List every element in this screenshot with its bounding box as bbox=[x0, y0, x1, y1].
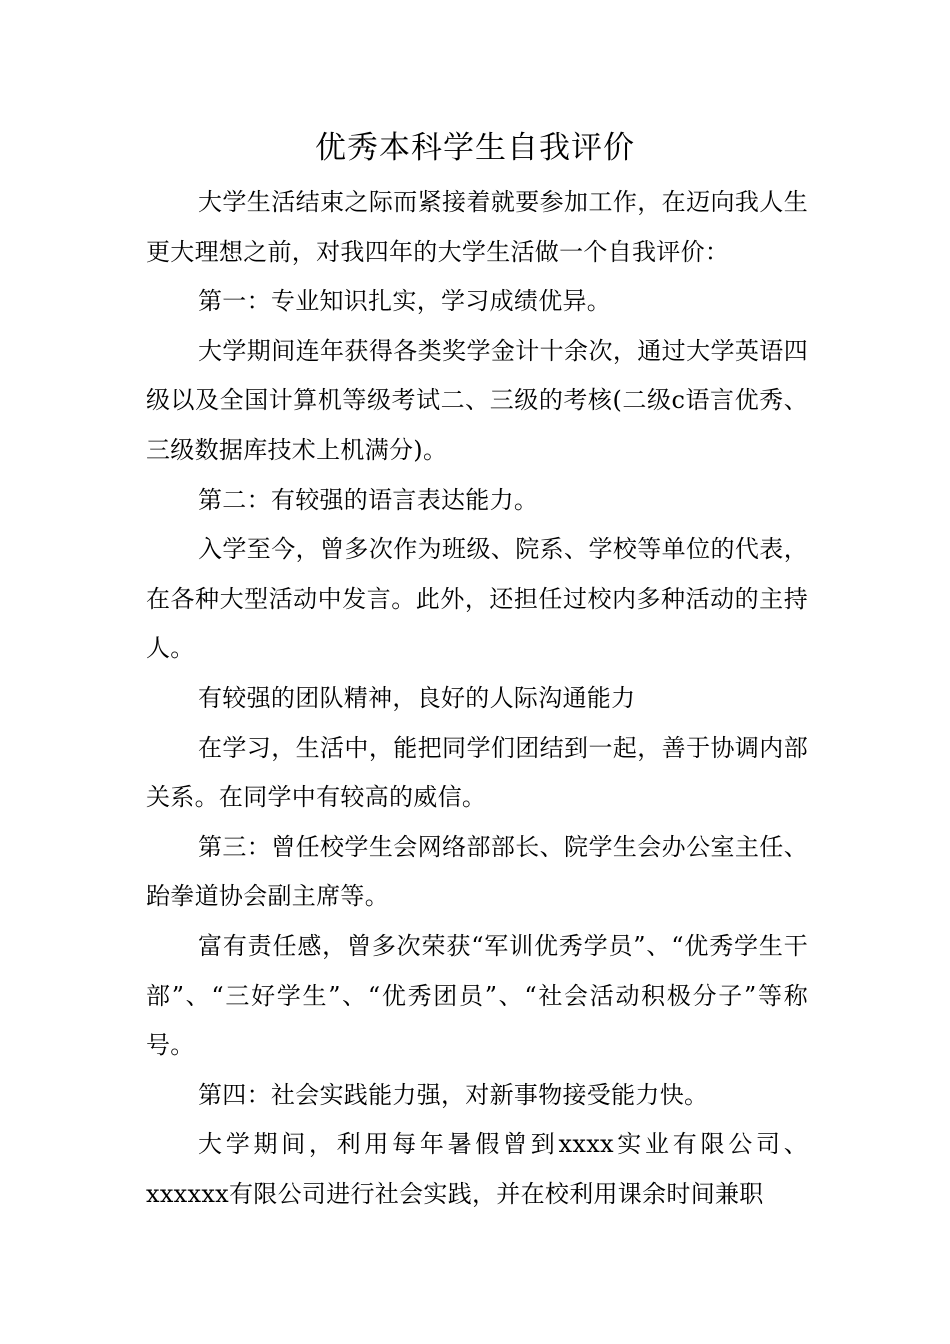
paragraph-honors: 富有责任感，曾多次荣获“军训优秀学员”、“优秀学生干部”、“三好学生”、“优秀团员”、“社会活动积极分子”等称号。 bbox=[146, 931, 808, 1060]
paragraph-heading-fourth: 第四：社会实践能力强，对新事物接受能力快。 bbox=[198, 1080, 709, 1109]
paragraph-heading-second: 第二：有较强的语言表达能力。 bbox=[198, 485, 539, 514]
paragraph-teamwork: 在学习，生活中，能把同学们团结到一起，善于协调内部关系。在同学中有较高的威信。 bbox=[146, 733, 808, 812]
paragraph-intro: 大学生活结束之际而紧接着就要参加工作，在迈向我人生更大理想之前，对我四年的大学生活做一个自我评价： bbox=[146, 188, 808, 266]
paragraph-speaking: 入学至今，曾多次作为班级、院系、学校等单位的代表，在各种大型活动中发言。此外，还担任过校内多种活动的主持人。 bbox=[146, 535, 808, 663]
paragraph-teamwork-heading: 有较强的团队精神，良好的人际沟通能力 bbox=[198, 683, 636, 712]
document-body bbox=[146, 178, 808, 1219]
paragraph-heading-third: 第三：曾任校学生会网络部部长、院学生会办公室主任、跆拳道协会副主席等。 bbox=[146, 832, 808, 911]
paragraph-scholarship: 大学期间连年获得各类奖学金计十余次，通过大学英语四级以及全国计算机等级考试二、三级的考核(二级c语言优秀、三级数据库技术上机满分)。 bbox=[146, 336, 808, 464]
paragraph-practice: 大学期间，利用每年暑假曾到xxxx实业有限公司、xxxxxx有限公司进行社会实践，并在校利用课余时间兼职 bbox=[146, 1130, 808, 1208]
paragraph-heading-first: 第一：专业知识扎实，学习成绩优异。 bbox=[198, 287, 612, 316]
document-title: 优秀本科学生自我评价 bbox=[315, 130, 635, 166]
